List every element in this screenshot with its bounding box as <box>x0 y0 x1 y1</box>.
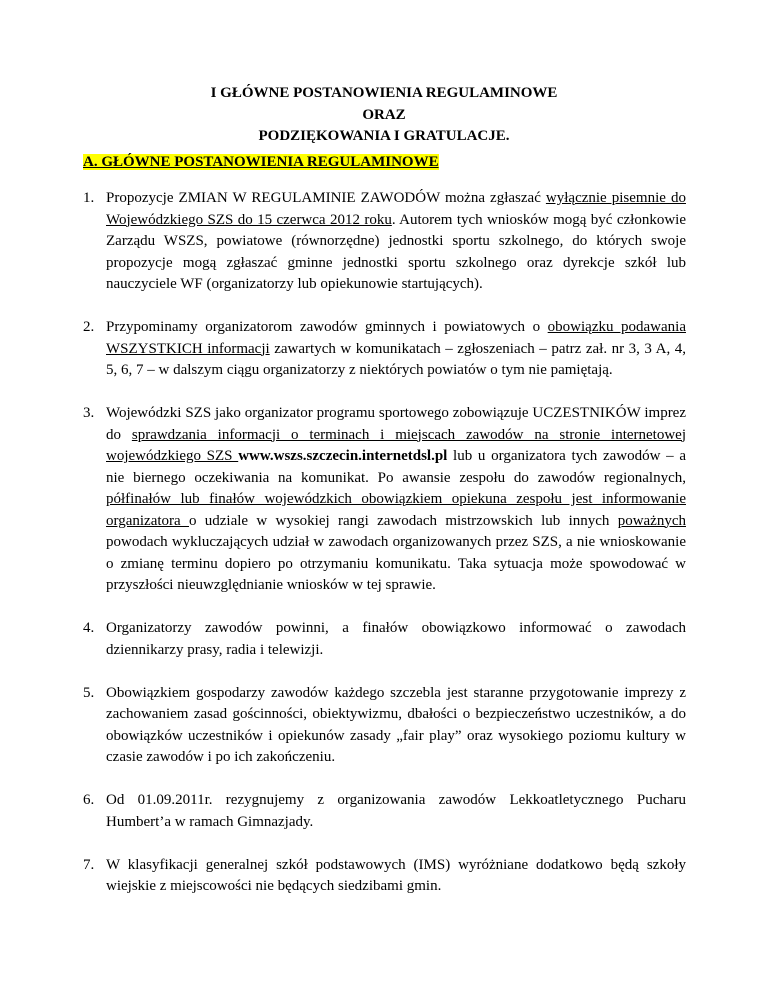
item-number: 5. <box>83 684 95 701</box>
regulations-list <box>83 188 686 919</box>
title-line-2: ORAZ <box>362 106 406 123</box>
item-number: 4. <box>83 620 95 636</box>
list-item-3: 3. Wojewódzki SZS jako organizator programu sportowego zobowiązuje UCZESTNIKÓW imprez do sprawdzania informacji o terminach i miejscach zawodów na stronie internetowej wojewódzkiego SZS www.wszs.szczecin.internetdsl.pl lub u organizatora tych zawodów – a nie biernego oczekiwania na komunikat. Po awansie zespołu do zawodów regionalnych, półfinałów lub finałów wojewódzkich obowiązkiem opiekuna zespołu jest informowanie organizatora o udziale w wysokiej rangi zawodach mistrzowskich lub innych poważnych powodach wykluczających udział w zawodach organizowanych przez SZS, a nie wnioskowanie o zmianę terminu dopiero po otrzymaniu komunikatu. Taka sytuacja może spowodować w przyszłości nieuwzględnianie wniosków w tej sprawie. <box>83 405 687 593</box>
item-number: 7. <box>83 856 95 873</box>
item-number: 6. <box>83 792 95 808</box>
item-number: 2. <box>83 319 95 335</box>
title-line-1: I GŁÓWNE POSTANOWIENIA REGULAMINOWE <box>210 85 558 101</box>
list-item-6: 6. Od 01.09.2011r. rezygnujemy z organizowania zawodów Lekkoatletycznego Pucharu Humbert’a w ramach Gimnazjady. <box>83 792 686 830</box>
list-item-7: 7. W klasyfikacji generalnej szkół podstawowych (IMS) wyróżniane dodatkowo będą szkoły wiejskie z miejscowości nie będących siedzibami gmin. <box>83 856 686 894</box>
list-item-4: 4. Organizatorzy zawodów powinni, a finałów obowiązkowo informować o zawodach dziennikarzy prasy, radia i telewizji. <box>83 620 686 658</box>
list-item-1: 1. Propozycje ZMIAN W REGULAMINIE ZAWODÓW można zgłaszać wyłącznie pisemnie do Wojewódzkiego SZS do 15 czerwca 2012 roku. Autorem tych wniosków mogą być członkowie Zarządu WSZS, powiatowe (równorzędne) jednostki sportu szkolnego, do których swoje propozycje mogą zgłaszać gminne jednostki sportu szkolnego oraz dyrekcje szkół lub nauczyciele WF (organizatorzy lub opiekunowie startujących). <box>83 190 686 292</box>
title-line-3: PODZIĘKOWANIA I GRATULACJE. <box>258 128 510 144</box>
item-number: 3. <box>83 405 95 421</box>
list-item-5: 5. Obowiązkiem gospodarzy zawodów każdego szczebla jest staranne przygotowanie imprezy z zachowaniem zasad gościnności, obiektywizmu, dbałości o bezpieczeństwo uczestników, a do obowiązków uczestników i opiekunów zasady „fair play” oraz wysokiego poziomu kultury w czasie zawodów i po ich zakończeniu. <box>83 684 686 765</box>
section-a-heading: A. GŁÓWNE POSTANOWIENIA REGULAMINOWE <box>83 154 439 170</box>
list-item-2: 2. Przypominamy organizatorom zawodów gminnych i powiatowych o obowiązku podawania WSZYSTKICH informacji zawartych w komunikatach – zgłoszeniach – patrz zał. nr 3, 3 A, 4, 5, 6, 7 – w dalszym ciągu organizatorzy z niektórych powiatów o tym nie pamiętają. <box>83 319 687 378</box>
item-number: 1. <box>83 190 95 206</box>
website-link[interactable]: www.wszs.szczecin.internetdsl.pl <box>238 448 448 464</box>
document-title <box>0 83 768 148</box>
